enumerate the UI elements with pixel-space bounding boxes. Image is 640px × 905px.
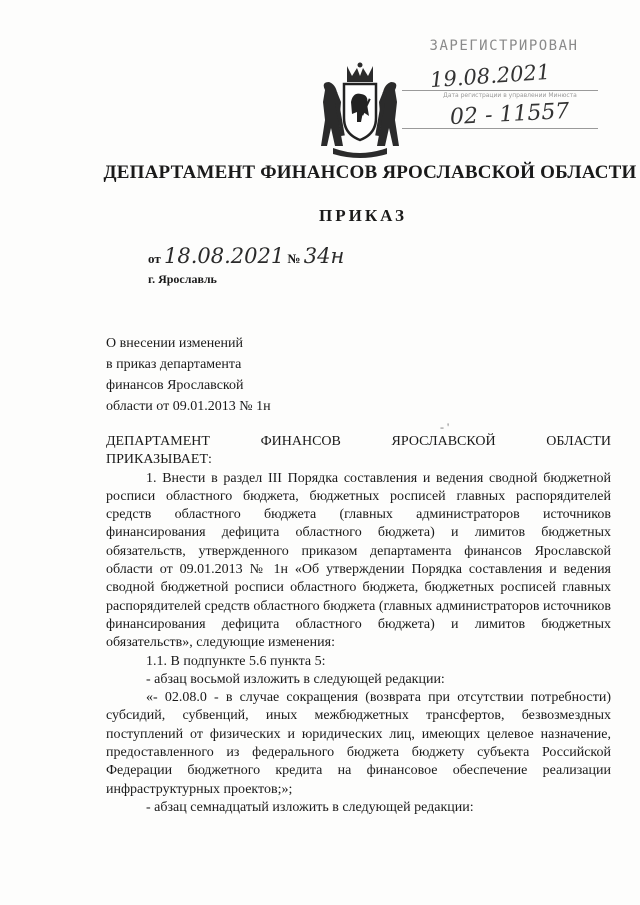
stamp-date: 19.08.2021	[429, 59, 551, 93]
date-prefix: от	[148, 251, 161, 266]
paragraph-item-1: 1. Внести в раздел III Порядка составления и ведения сводной бюджетной росписи областного бюджета, бюджетных росписей главных распорядителей средств областного бюджета (главных администраторов источников финансирования дефицита областного бюджета) и лимитов бюджетных обязательств, утвержденного приказом департамента финансов Ярославской области от 09.01.2013 № 1н «Об утверждении Порядка составления и ведения сводной бюджетной росписи областного бюджета, бюджетных росписей главных распорядителей средств областного бюджета (главных администраторов источников финансирования дефицита областного бюджета) и лимитов бюджетных обязательств», следующие изменения:	[106, 470, 611, 651]
subject-line: в приказ департамента	[106, 357, 242, 372]
order-subject	[106, 333, 336, 417]
heading-word: ЯРОСЛАВСКОЙ	[391, 434, 496, 449]
scan-mark: - '	[440, 420, 450, 434]
stamp-caption: Дата регистрации в управлении Минюста	[443, 92, 577, 99]
stamp-number: 02 - 11557	[449, 98, 570, 131]
order-number: 34н	[303, 244, 345, 268]
operative-heading-end: ПРИКАЗЫВАЕТ:	[106, 452, 212, 468]
stamp-title: ЗАРЕГИСТРИРОВАН	[429, 38, 579, 54]
department-title: ДЕПАРТАМЕНТ ФИНАНСОВ ЯРОСЛАВСКОЙ ОБЛАСТИ	[103, 162, 637, 183]
order-date: 18.08.2021	[163, 244, 285, 268]
city: г. Ярославль	[148, 272, 217, 286]
paragraph-amend-b: - абзац семнадцатый изложить в следующей редакции:	[146, 799, 474, 815]
subject-line: финансов Ярославской	[106, 378, 244, 393]
number-label: №	[287, 251, 301, 266]
paragraph-quote: «- 02.08.0 - в случае сокращения (возврата при отсутствии потребности) субсидий, субвенций, иных межбюджетных трансфертов, безвозмездных поступлений от физических и юридических лиц, имеющих целевое назначение, предоставленного из федерального бюджета бюджету субъекта Российской Федерации бюджетного кредита на финансовое обеспечение реализации инфраструктурных проектов;»;	[106, 690, 611, 797]
coat-of-arms-icon	[317, 62, 403, 160]
subject-line: О внесении изменений	[106, 336, 243, 351]
heading-word: ДЕПАРТАМЕНТ	[106, 434, 210, 449]
paragraph-amend-a: - абзац восьмой изложить в следующей редакции:	[146, 671, 445, 687]
operative-heading	[106, 433, 611, 451]
registration-stamp	[390, 36, 616, 132]
heading-word: ОБЛАСТИ	[546, 434, 611, 449]
stamp-number-line	[402, 128, 598, 129]
subject-line: области от 09.01.2013 № 1н	[106, 399, 271, 414]
order-body	[106, 433, 611, 817]
heading-word: ФИНАНСОВ	[260, 434, 341, 449]
paragraph-item-1-1: 1.1. В подпункте 5.6 пункта 5:	[146, 653, 326, 669]
document-type-title: ПРИКАЗ	[319, 206, 407, 225]
date-line	[148, 244, 344, 268]
